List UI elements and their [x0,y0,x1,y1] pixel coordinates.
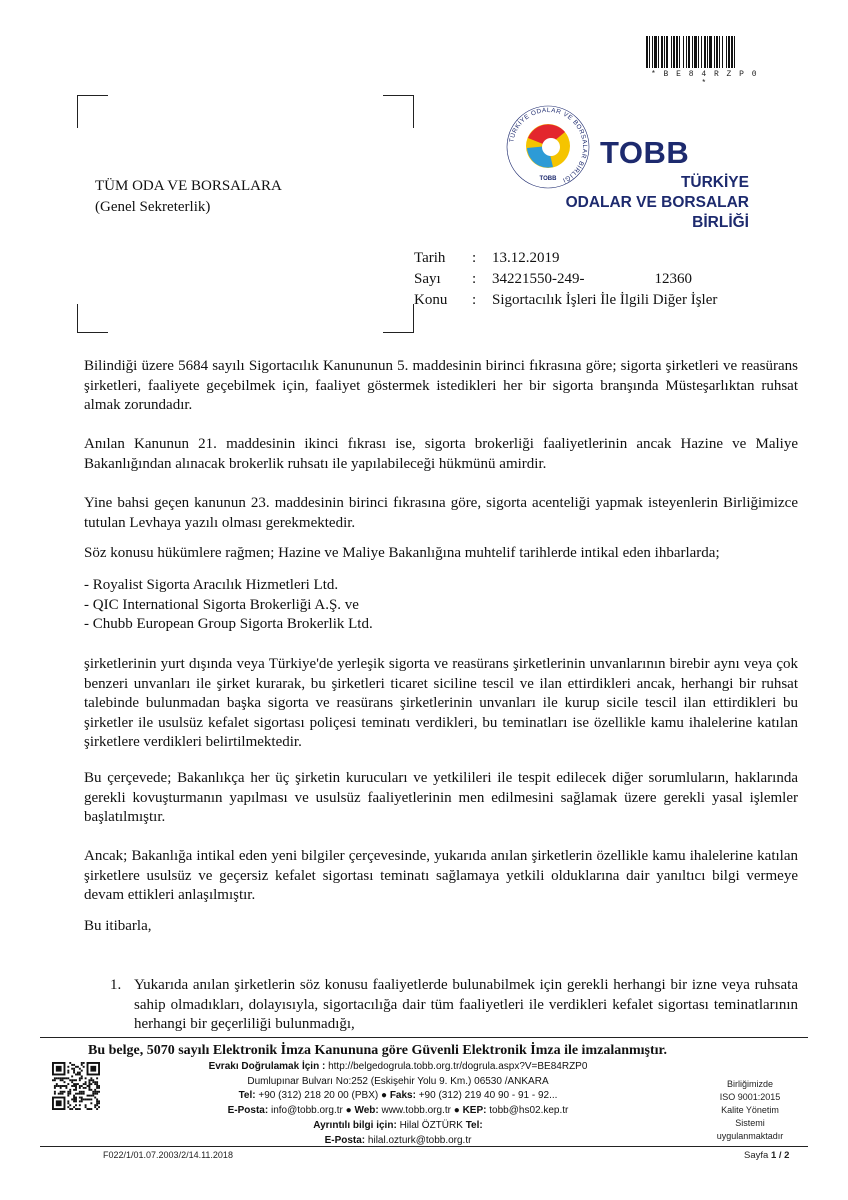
paragraph-7: Ancak; Bakanlığa intikal eden yeni bilgiler çerçevesinde, yukarıda anılan şirketlerin özellikle kamu ihalelerine katılan şirketlere usulsüz ve geçersiz kefalet sigortası teminatı sağlamaya yetkili olduklarına dair yanıltıcı bilgi vermeye devam ettikleri anlaşılmıştır. [84,848,798,903]
verify-label: Evrakı Doğrulamak İçin : [208,1061,326,1072]
address-corner-bottom-left [77,304,108,333]
meta-subject-row [414,290,717,311]
date-value: 13.12.2019 [492,250,560,266]
address-corner-bottom-right [383,304,414,333]
contact-tel-label: Tel: [465,1120,483,1131]
document-barcode [646,36,763,68]
address-line: Dumlupınar Bulvarı No:252 (Eskişehir Yolu 9. Km.) 06530 /ANKARA [247,1076,549,1087]
org-full-name [517,173,749,233]
page-indicator [744,1150,789,1161]
logo-ring-text: TÜRKİYE ODALAR VE BORSALAR BİRLİĞİ [508,106,589,184]
paragraph-3: Yine bahsi geçen kanunun 23. maddesinin birinci fıkrasına göre, sigorta acenteliği yapmak isteyenlerin Birliğimizce tutulan Levhaya yazılı olması gerekmektedir. [84,495,798,531]
cert-line: Sistemi [735,1118,765,1128]
paragraph-8: Bu itibarla, [84,918,152,934]
verify-line [198,1060,598,1074]
number-suffix: 12360 [654,271,692,287]
contact-email-link[interactable]: hilal.ozturk@tobb.org.tr [367,1135,472,1146]
list-item: - Royalist Sigorta Aracılık Hizmetleri Ltd. [84,577,339,593]
email-label: E-Posta: [227,1105,269,1116]
paragraph-1: Bilindiği üzere 5684 sayılı Sigortacılık Kanununun 5. maddesinin birinci fıkrasına göre; sigorta şirketleri ve reasürans şirketleri, faaliyete geçebilmek için, faaliyet göstermek istedikleri her bir sigorta branşında Müsteşarlıktan ruhsat almak zorundadır. [84,358,798,413]
bullet-icon: ● [345,1105,352,1116]
numbered-item-1 [110,976,798,1035]
contact-name: Hilal ÖZTÜRK [399,1120,463,1131]
date-label: Tarih [414,250,446,266]
logo-inner-text: TOBB [539,176,557,182]
paragraph-6: Bu çerçevede; Bakanlıkça her üç şirketin kurucuları ve yetkilileri ile tespit edilecek diğer sorumluların, haklarında gerekli kovuşturmanın yapılması ve usulsüz faaliyetlerinin men edilmesini sağlamak üzere gerekli yasal işlemler başlatılmıştır. [84,770,798,825]
addressee [95,176,282,218]
number-value: 34221550-249- [492,271,585,287]
address-corner-top-left [77,95,108,128]
addressee-name: TÜM ODA VE BORSALARA [95,178,282,194]
company-list [84,576,373,635]
meta-separator: : [472,292,477,308]
fax-label: Faks: [389,1090,416,1101]
org-name-line3: BİRLİĞİ [692,214,749,231]
bullet-icon: ● [453,1105,460,1116]
footer-rule-top [40,1037,808,1038]
subject-label: Konu [414,292,448,308]
bullet-icon: ● [380,1090,388,1101]
paragraph-2: Anılan Kanunun 21. maddesinin ikinci fıkrası ise, sigorta brokerliği faaliyetlerinin ancak Hazine ve Maliye Bakanlığından alınacak brokerlik ruhsatı ile yapılabileceği hükmünü amirdir. [84,436,798,472]
paragraph-5: şirketlerinin yurt dışında veya Türkiye'de yerleşik sigorta ve reasürans şirketlerinin unvanlarının birebir aynı veya çok benzeri unvanları ile şirket kurarak, bu şirketleri ticaret siciline tescil ve ilan ettirdikleri ancak, herhangi bir ruhsat talebinde bulunmadan başka sigorta ve reasürans şirketlerinin unvanları ile kurup sicile tescil ilan ettirdikleri bu şirketler ile usulsüz kefalet sigortası poliçesi teminatı verdikleri, bu teminatları ise özellikle kamu ihalelerine katılan şirketlere verdikleri belirtilmektedir. [84,656,798,750]
contact-line [198,1104,598,1118]
item-number: 1. [110,977,122,993]
iso-certification [705,1078,795,1143]
meta-separator: : [472,271,477,287]
meta-number-row [414,269,717,290]
address-corner-top-right [383,95,414,128]
list-item: - Chubb European Group Sigorta Brokerlik Ltd. [84,616,373,632]
phone-line [198,1089,598,1103]
org-acronym: TOBB [600,135,690,170]
cert-line: ISO 9001:2015 [719,1092,781,1102]
kep-link[interactable]: tobb@hs02.kep.tr [489,1105,569,1116]
verify-link[interactable]: http://belgedogrula.tobb.org.tr/dogrula.aspx?V=BE84RZP0 [328,1061,588,1072]
cert-line: uygulanmaktadır [716,1131,784,1141]
org-name-line2: ODALAR VE BORSALAR [565,194,749,211]
org-name-line1: TÜRKİYE [680,174,749,191]
form-code: F022/1/01.07.2003/2/14.11.2018 [103,1150,233,1160]
subject-value: Sigortacılık İşleri İle İlgili Diğer İşler [492,292,718,308]
meta-separator: : [472,250,477,266]
kep-label: KEP: [462,1105,487,1116]
qr-code [52,1062,100,1110]
list-item: - QIC International Sigorta Brokerliği A.Ş. ve [84,596,359,613]
barcode-code: * B E 8 4 R Z P 0 * [650,70,759,88]
page-label: Sayfa [744,1150,769,1161]
contact-person-line [198,1119,598,1133]
contact-email-label: E-Posta: [324,1135,366,1146]
meta-date-row [414,248,717,269]
number-label: Sayı [414,271,441,287]
e-signature-note: Bu belge, 5070 sayılı Elektronik İmza Kanununa göre Güvenli Elektronik İmza ile imzalanmıştır. [88,1043,667,1058]
document-meta [414,248,717,311]
web-label: Web: [354,1105,379,1116]
tel-label: Tel: [238,1090,256,1101]
contact-label: Ayrıntılı bilgi için: [313,1120,397,1131]
cert-line: Birliğimizde [726,1079,773,1089]
item-text: Yukarıda anılan şirketlerin söz konusu faaliyetlerde bulunabilmek için gerekli herhangi bir izne veya ruhsata sahip olmadıkları, dolayısıyla, sigortacılığa dair tüm faaliyetleri ile verdikleri kefalet sigortası teminatlarının herhangi bir geçerliliği bulunmadığı, [134,977,798,1032]
fax-value: +90 (312) 219 40 90 - 91 - 92... [418,1090,558,1101]
addressee-department: (Genel Sekreterlik) [95,199,211,215]
email-link[interactable]: info@tobb.org.tr [270,1105,343,1116]
web-link[interactable]: www.tobb.org.tr [381,1105,451,1116]
tel-value: +90 (312) 218 20 00 (PBX) [258,1090,379,1101]
cert-line: Kalite Yönetim [721,1105,779,1115]
page-number: 1 / 2 [770,1150,790,1161]
footer-rule-bottom [40,1146,808,1147]
paragraph-4: Söz konusu hükümlere rağmen; Hazine ve Maliye Bakanlığına muhtelif tarihlerde intikal eden ihbarlarda; [84,545,720,561]
